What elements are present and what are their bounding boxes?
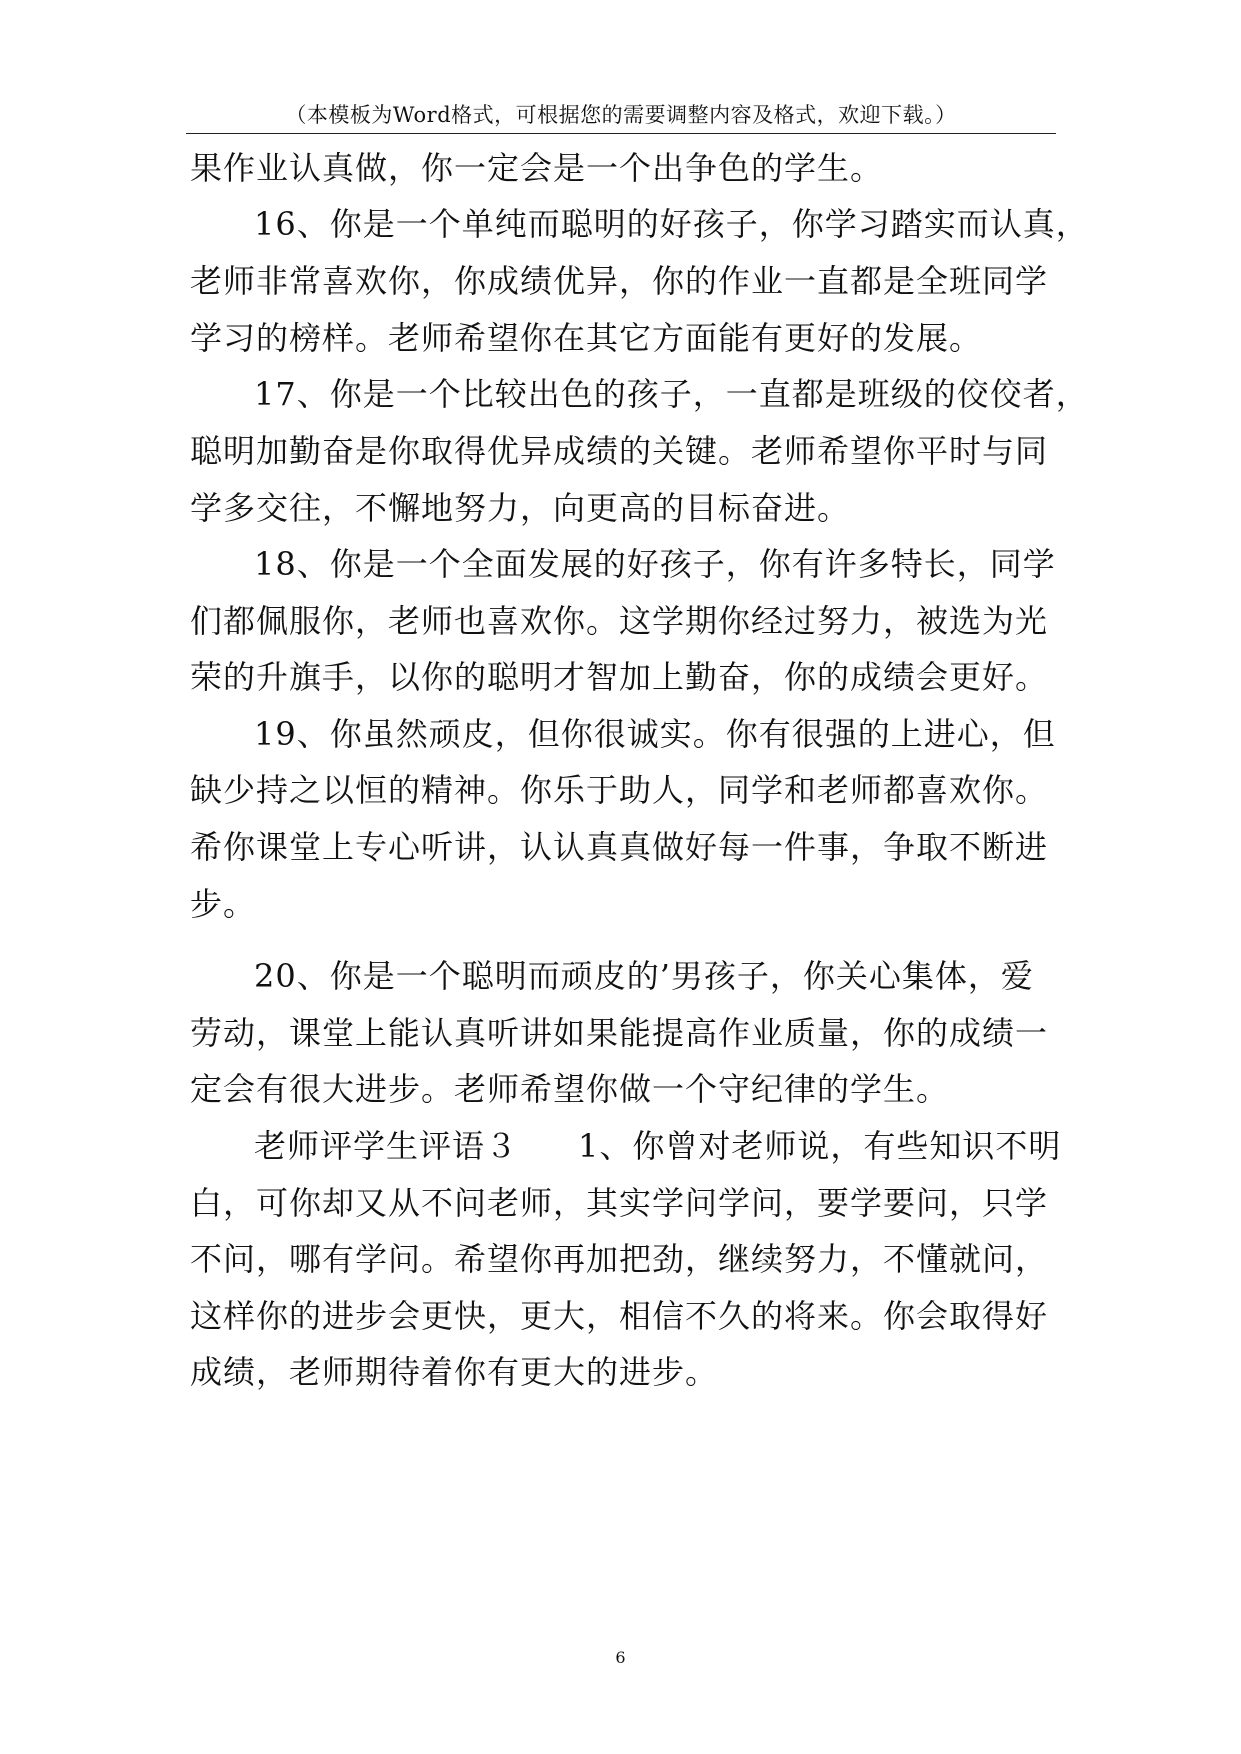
paragraph-16-line: 16、你是一个单纯而聪明的好孩子，你学习踏实而认真， (254, 205, 1089, 243)
section-paragraph-line: 这样你的进步会更快，更大，相信不久的将来。你会取得好 (190, 1297, 1049, 1335)
paragraph-18-line: 荣的升旗手，以你的聪明才智加上勤奋，你的成绩会更好。 (190, 658, 1049, 696)
paragraph-19-line: 缺少持之以恒的精神。你乐于助人，同学和老师都喜欢你。 (190, 771, 1049, 809)
section-first-sentence: 1、你曾对老师说，有些知识不明 (578, 1127, 1062, 1165)
paragraph-16-line: 老师非常喜欢你，你成绩优异，你的作业一直都是全班同学 (190, 262, 1049, 300)
paragraph-20-line: 劳动，课堂上能认真听讲如果能提高作业质量，你的成绩一 (190, 1014, 1049, 1052)
section-title: 老师评学生评语３ (254, 1127, 519, 1165)
paragraph-17-line: 17、你是一个比较出色的孩子，一直都是班级的佼佼者， (254, 375, 1089, 413)
paragraph-20-line: 定会有很大进步。老师希望你做一个守纪律的学生。 (190, 1070, 950, 1108)
paragraph-16-line: 学习的榜样。老师希望你在其它方面能有更好的发展。 (190, 319, 983, 357)
paragraph-19-line: 希你课堂上专心听讲，认认真真做好每一件事，争取不断进 (190, 828, 1049, 866)
paragraph-19-line: 步。 (190, 885, 257, 923)
paragraph-20-line: 20、你是一个聪明而顽皮的’男孩子，你关心集体，爱 (254, 957, 1034, 995)
paragraph-17-line: 聪明加勤奋是你取得优异成绩的关键。老师希望你平时与同 (190, 432, 1049, 470)
paragraph-17-line: 学多交往，不懈地努力，向更高的目标奋进。 (190, 489, 851, 527)
section-heading-line (254, 1124, 1061, 1168)
section-paragraph-line: 不问，哪有学问。希望你再加把劲，继续努力，不懂就问， (190, 1240, 1049, 1278)
page-number: 6 (615, 1648, 626, 1667)
section-paragraph-line: 白，可你却又从不问老师，其实学问学问，要学要问，只学 (190, 1184, 1049, 1222)
paragraph-18-line: 18、你是一个全面发展的好孩子，你有许多特长，同学 (254, 545, 1056, 583)
page-header: （本模板为Word格式，可根据您的需要调整内容及格式，欢迎下载。） (285, 103, 957, 127)
paragraph-19-line: 19、你虽然顽皮，但你很诚实。你有很强的上进心，但 (254, 715, 1056, 753)
section-paragraph-line: 成绩，老师期待着你有更大的进步。 (190, 1353, 719, 1391)
paragraph-18-line: 们都佩服你，老师也喜欢你。这学期你经过努力，被选为光 (190, 602, 1049, 640)
body-line: 果作业认真做，你一定会是一个出争色的学生。 (190, 149, 884, 187)
header-divider (186, 133, 1056, 134)
